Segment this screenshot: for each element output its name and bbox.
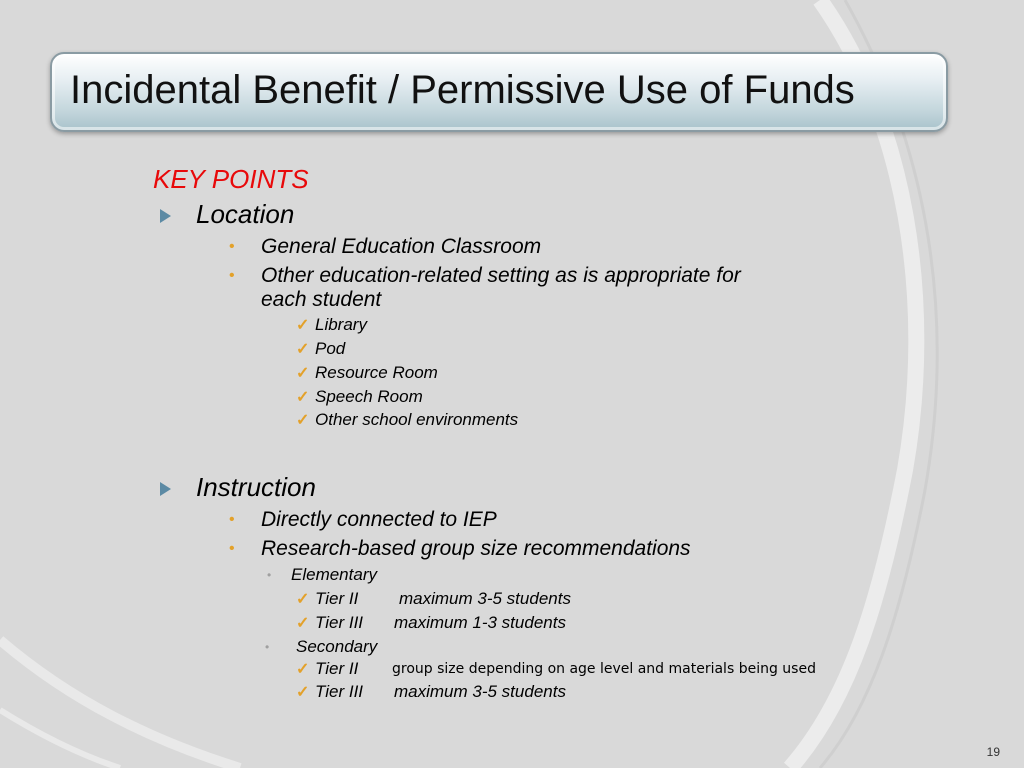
checkmark-icon: ✓	[296, 684, 310, 701]
checkmark-icon: ✓	[296, 389, 310, 406]
secondary-tier: Tier II	[315, 659, 359, 678]
elementary-label: Elementary	[291, 565, 377, 584]
checkmark-icon: ✓	[296, 317, 310, 334]
page-number: 19	[986, 745, 1000, 759]
checkmark-icon: ✓	[296, 591, 310, 608]
checkmark-icon: ✓	[296, 365, 310, 382]
location-heading: Location	[196, 199, 295, 229]
slide-title: Incidental Benefit / Permissive Use of Funds	[70, 68, 855, 112]
bullet-dot-icon: •	[265, 640, 270, 654]
arrow-bullet-icon	[160, 482, 171, 496]
secondary-tier-detail: group size depending on age level and materials being used	[392, 661, 816, 677]
secondary-tier-detail: maximum 3-5 students	[394, 682, 566, 701]
location-item-continued: each student	[261, 288, 382, 311]
location-check-item: Pod	[315, 339, 346, 358]
location-check-item: Other school environments	[315, 410, 519, 429]
checkmark-icon: ✓	[296, 615, 310, 632]
location-item: Other education-related setting as is appropriate for	[261, 264, 741, 287]
checkmark-icon: ✓	[296, 661, 310, 678]
bullet-dot-icon: •	[267, 568, 272, 582]
location-check-item: Speech Room	[315, 387, 423, 406]
secondary-tier: Tier III	[315, 682, 364, 701]
secondary-label: Secondary	[296, 637, 378, 656]
instruction-item: Directly connected to IEP	[261, 508, 497, 531]
bullet-dot-icon: •	[229, 511, 235, 528]
location-item: General Education Classroom	[261, 235, 542, 258]
elementary-tier: Tier II	[315, 589, 359, 608]
elementary-tier: Tier III	[315, 613, 364, 632]
checkmark-icon: ✓	[296, 341, 310, 358]
key-points-label: KEY POINTS	[153, 164, 309, 194]
elementary-tier-detail: maximum 1-3 students	[394, 613, 566, 632]
bullet-dot-icon: •	[229, 540, 235, 557]
instruction-heading: Instruction	[196, 472, 316, 502]
bullet-dot-icon: •	[229, 267, 235, 284]
checkmark-icon: ✓	[296, 412, 310, 429]
location-check-item: Library	[315, 315, 367, 334]
arrow-bullet-icon	[160, 209, 171, 223]
elementary-tier-detail: maximum 3-5 students	[399, 589, 571, 608]
bullet-dot-icon: •	[229, 238, 235, 255]
instruction-item: Research-based group size recommendations	[261, 537, 691, 560]
location-check-item: Resource Room	[315, 363, 438, 382]
